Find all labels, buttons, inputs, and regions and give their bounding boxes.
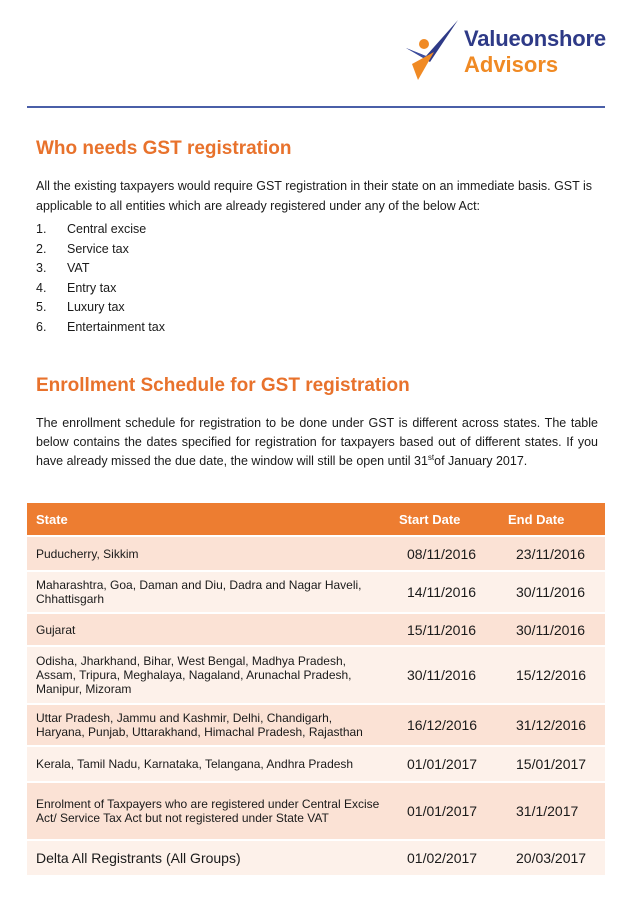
end-date-cell: 30/11/2016 — [499, 613, 605, 646]
column-header-end-date: End Date — [499, 503, 605, 536]
intro-paragraph: All the existing taxpayers would require GST registration in their state on an immediate basis. GST is applicable to all entities which are already registered under any of the below Act: — [36, 179, 593, 213]
enrollment-schedule-table — [27, 503, 605, 875]
table-row — [27, 571, 605, 613]
list-item: 5. Luxury tax — [36, 300, 125, 315]
list-item: 1. Central excise — [36, 222, 147, 236]
end-date-cell: 23/11/2016 — [499, 536, 605, 571]
start-date-cell: 01/02/2017 — [390, 840, 499, 875]
list-item: 4. Entry tax — [36, 280, 117, 295]
start-date-cell: 30/11/2016 — [390, 646, 499, 704]
state-cell: Kerala, Tamil Nadu, Karnataka, Telangana, Andhra Pradesh — [27, 746, 390, 782]
start-date-cell: 01/01/2017 — [390, 782, 499, 840]
end-date-cell: 15/12/2016 — [499, 646, 605, 704]
state-cell: Delta All Registrants (All Groups) — [27, 840, 390, 875]
table-row — [27, 646, 605, 704]
table-header-row — [27, 503, 605, 536]
list-item: 6. Entertainment tax — [36, 319, 165, 334]
table-row — [27, 704, 605, 746]
table-row — [27, 613, 605, 646]
end-date-cell: 15/01/2017 — [499, 746, 605, 782]
column-header-start-date: Start Date — [390, 503, 499, 536]
end-date-cell: 20/03/2017 — [499, 840, 605, 875]
state-cell: Odisha, Jharkhand, Bihar, West Bengal, Madhya Pradesh, Assam, Tripura, Meghalaya, Nagaland, Arunachal Pradesh, Manipur, Mizoram — [27, 646, 390, 704]
logo-name-line2: Advisors — [464, 52, 559, 77]
table-row — [27, 536, 605, 571]
state-cell: Gujarat — [27, 613, 390, 646]
table-row — [27, 746, 605, 782]
column-header-state: State — [27, 503, 390, 536]
state-cell: Maharashtra, Goa, Daman and Diu, Dadra and Nagar Haveli, Chhattisgarh — [27, 571, 390, 613]
enrollment-paragraph: The enrollment schedule for registration to be done under GST is different across states. The table below contains the dates specified for registration for taxpayers based out of different states. If you have already missed the due date, the window will still be open until 31stof January 2017. — [36, 416, 598, 468]
list-item: 3. VAT — [36, 261, 90, 276]
table-row — [27, 840, 605, 875]
section-heading-enrollment: Enrollment Schedule for GST registration — [36, 375, 410, 396]
state-cell: Uttar Pradesh, Jammu and Kashmir, Delhi, Chandigarh, Haryana, Punjab, Uttarakhand, Himachal Pradesh, Rajasthan — [27, 704, 390, 746]
header-divider — [27, 106, 605, 108]
end-date-cell: 31/1/2017 — [499, 782, 605, 840]
end-date-cell: 30/11/2016 — [499, 571, 605, 613]
list-item: 2. Service tax — [36, 241, 129, 256]
start-date-cell: 14/11/2016 — [390, 571, 499, 613]
start-date-cell: 08/11/2016 — [390, 536, 499, 571]
end-date-cell: 31/12/2016 — [499, 704, 605, 746]
logo-mark-icon — [404, 18, 462, 82]
section-heading-who-needs: Who needs GST registration — [36, 138, 292, 159]
start-date-cell: 15/11/2016 — [390, 613, 499, 646]
start-date-cell: 16/12/2016 — [390, 704, 499, 746]
state-cell: Enrolment of Taxpayers who are registered under Central Excise Act/ Service Tax Act but not registered under State VAT — [27, 782, 390, 840]
table-row — [27, 782, 605, 840]
start-date-cell: 01/01/2017 — [390, 746, 499, 782]
company-logo — [404, 14, 614, 84]
state-cell: Puducherry, Sikkim — [27, 536, 390, 571]
acts-list — [36, 220, 165, 338]
logo-name-line1: Valueonshore — [464, 26, 606, 51]
